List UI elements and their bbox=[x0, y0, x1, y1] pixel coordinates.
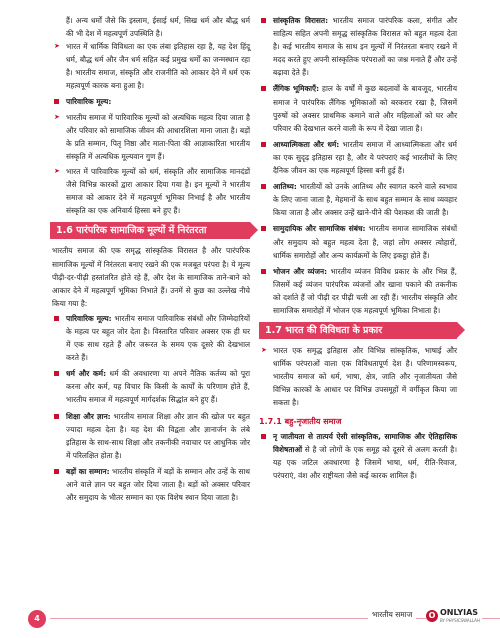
arrow-icon: ➤ bbox=[54, 112, 60, 121]
list-item: धर्म और कर्म: धर्म की अवधारणा या अपने नैतिक कर्तव्य को पूरा करना और कर्म, यह विचार कि किसी के कार्यों के परिणाम होते हैं, भारतीय समाज में महत्वपूर्ण मार्गदर्शक सिद्धांत बने हुए हैं। bbox=[52, 367, 250, 406]
list-item: भोजन और व्यंजन: भारतीय व्यंजन विविध प्रकार के और भिन्न हैं, जिसमें कई व्यंजन पारंपरिक व्यंजनों और खाना पकाने की तकनीक को दर्शाते हैं जो पीढ़ी दर पीढ़ी चली आ रही हैं। भारतीय संस्कृति और सामाजिक समारोहों में भोजन एक महत्वपूर्ण भूमिका निभाता है। bbox=[259, 265, 457, 317]
logo-icon: O bbox=[426, 610, 438, 622]
list-item: ➤ भारत एक समृद्ध इतिहास और विभिन्न सांस्कृतिक, भाषाई और धार्मिक परंपराओं वाला एक विविधतापूर्ण देश है। परिणामस्वरूप, भारतीय समाज को धर्म, भाषा, क्षेत्र, जाति और नृजातीयता जैसे विभिन्न कारकों के आधार पर विभिन्न उपसमूहों में वर्गीकृत किया जा सकता है। bbox=[261, 346, 457, 408]
list-item: बड़ों का सम्मान: भारतीय संस्कृति में बड़ों के सम्मान और उन्हें के साथ आने वाले ज्ञान पर बहुत जोर दिया जाता है। बड़ों को अक्सर परिवार और समुदाय के भीतर सम्मान का एक विशेष स्थान दिया जाता है। bbox=[52, 465, 250, 504]
book-title: भारतीय समाज bbox=[368, 610, 416, 620]
square-bullet-icon bbox=[261, 142, 266, 147]
right-column bbox=[259, 14, 457, 485]
left-column bbox=[52, 14, 250, 507]
family-values-heading: पारिवारिक मूल्य: bbox=[52, 95, 250, 108]
square-bullet-icon bbox=[261, 226, 266, 231]
square-bullet-icon bbox=[54, 316, 59, 321]
arrow-icon: ➤ bbox=[54, 167, 60, 176]
list-item: सांस्कृतिक विरासत: भारतीय समाज पारंपरिक कला, संगीत और साहित्य सहित अपनी समृद्ध सांस्कृतिक विरासत को बहुत महत्व देता है। कई भारतीय समाज के साथ इन मूल्यों में निरंतरता बनाए रखने में मदद करते हुए अपनी सांस्कृतिक परंपराओं का जश्न मनाते हैं और उन्हें बढ़ावा देते हैं। bbox=[259, 14, 457, 79]
subsection-heading-1-7-1: 1.7.1 बहु-नृजातीय समाज bbox=[259, 416, 342, 426]
arrow-icon: ➤ bbox=[54, 42, 60, 51]
logo-subtext: BY PHYSICSWALLAH bbox=[440, 618, 480, 623]
intro-text: हैं। अन्य धर्मों जैसे कि इस्लाम, ईसाई धर्म, सिख धर्म और बौद्ध धर्म की भी देश में महत्वपूर्ण उपस्थिति है। bbox=[66, 16, 250, 39]
list-item: शिक्षा और ज्ञान: भारतीय समाज शिक्षा और ज्ञान की खोज पर बहुत ज्यादा महत्व देता है। यह देश की विद्वता और ज्ञानार्जन के लंबे इतिहास के साथ-साथ शिक्षा और तकनीकी नवाचार पर आधुनिक जोर में परिलक्षित होता है। bbox=[52, 410, 250, 462]
square-bullet-icon bbox=[261, 269, 266, 274]
square-bullet-icon bbox=[54, 414, 59, 419]
square-bullet-icon bbox=[54, 99, 59, 104]
square-bullet-icon bbox=[261, 18, 266, 23]
list-item: सामुदायिक और सामाजिक संबंध: भारतीय समाज सामाजिक संबंधों और समुदाय को बहुत महत्व देता है, जहां लोग अक्सर त्योहारों, धार्मिक समारोहों और अन्य कार्यक्रमों के लिए इकट्ठा होते हैं। bbox=[259, 222, 457, 261]
list-item: आध्यात्मिकता और धर्म: भारतीय समाज में आध्यात्मिकता और धर्म का एक सुदृढ़ इतिहास रहा है, और ये परंपराएं कई भारतीयों के लिए दैनिक जीवन का एक महत्वपूर्ण हिस्सा बनी हुई हैं। bbox=[259, 138, 457, 177]
list-item: पारिवारिक मूल्य: भारतीय समाज पारिवारिक संबंधों और जिम्मेदारियों के महत्व पर बहुत जोर देता है। विस्तारित परिवार अक्सर एक ही घर में एक साथ रहते हैं और जरूरत के समय एक दूसरे की देखभाल करते हैं। bbox=[52, 312, 250, 364]
square-bullet-icon bbox=[261, 434, 266, 439]
square-bullet-icon bbox=[54, 469, 59, 474]
section-heading-1-7: 1.7 भारत की विविधता के प्रकार bbox=[259, 322, 457, 339]
arrow-icon: ➤ bbox=[261, 346, 267, 355]
list-item: आतिथ्य: भारतीयों को उनके आतिथ्य और स्वागत करने वाले स्वभाव के लिए जाना जाता है, मेहमानों के साथ बहुत सम्मान के साथ व्यवहार किया जाता है और अक्सर उन्हें खाने-पीने की पेशकश की जाती है। bbox=[259, 180, 457, 219]
publisher-logo bbox=[426, 606, 482, 628]
square-bullet-icon bbox=[54, 371, 59, 376]
list-item: ➤ भारत में धार्मिक विविधता का एक लंबा इतिहास रहा है, यह देश हिंदू धर्म, बौद्ध धर्म और जैन धर्म सहित कई प्रमुख धर्मों का जन्मस्थान रहा है। भारतीय समाज, संस्कृति और राजनीति को आकार देने में धर्म एक महत्वपूर्ण कारक बना हुआ है। bbox=[54, 42, 250, 91]
list-item: ➤ भारतीय समाज में पारिवारिक मूल्यों को अत्यधिक महत्व दिया जाता है और परिवार को सामाजिक जीवन की आधारशिला माना जाता है। बड़ों के प्रति सम्मान, पितृ निष्ठा और माता-पिता की आज्ञाकारिता भारतीय संस्कृति में अत्यधिक मूल्यवान गुण हैं। bbox=[54, 112, 250, 161]
section-paragraph: भारतीय समाज की एक समृद्ध सांस्कृतिक विरासत है और पारंपरिक सामाजिक मूल्यों में निरंतरता बनाए रखने की एक मजबूत परंपरा है। ये मूल्य पीढ़ी-दर-पीढ़ी हस्तांतरित होते रहे हैं, और देश के सामाजिक ताने-बाने को आकार देने में महत्वपूर्ण भूमिका निभाते हैं। उनमें से कुछ का उल्लेख नीचे किया गया है: bbox=[52, 246, 250, 308]
page-number: 4 bbox=[28, 610, 46, 628]
list-item: लैंगिक भूमिकाएँ: हाल के वर्षों में कुछ बदलावों के बावजूद, भारतीय समाज ने पारंपरिक लैंगिक भूमिकाओं को बरकरार रखा है, जिसमें पुरुषों को अक्सर प्राथमिक कमाने वाले और महिलाओं को घर और परिवार की देखभाल करने वाली के रूप में देखा जाता है। bbox=[259, 82, 457, 134]
section-heading-1-6: 1.6 पारंपरिक सामाजिक मूल्यों में निरंतरता bbox=[50, 222, 250, 239]
list-item: ➤ भारत में पारिवारिक मूल्यों को धर्म, संस्कृति और सामाजिक मानदंडों जैसे विभिन्न कारकों द्वारा आकार दिया गया है। इन मूल्यों ने भारतीय समाज को आकार देने में महत्वपूर्ण भूमिका निभाई है और भारतीय संस्कृति का एक अनिवार्य हिस्सा बने हुए हैं। bbox=[54, 167, 250, 216]
square-bullet-icon bbox=[261, 86, 266, 91]
logo-text: ONLYIAS bbox=[440, 608, 479, 617]
square-bullet-icon bbox=[261, 184, 266, 189]
list-item: नृ जातीयता से तात्पर्य ऐसी सांस्कृतिक, सामाजिक और ऐतिहासिक विशेषताओं से है जो लोगों के एक समूह को दूसरे से अलग करती है। यह एक जटिल अवधारणा है जिसमें भाषा, धर्म, रीति-रिवाज, परंपराएं, वंश और राष्ट्रीयता जैसे कई कारक शामिल हैं। bbox=[259, 430, 457, 482]
